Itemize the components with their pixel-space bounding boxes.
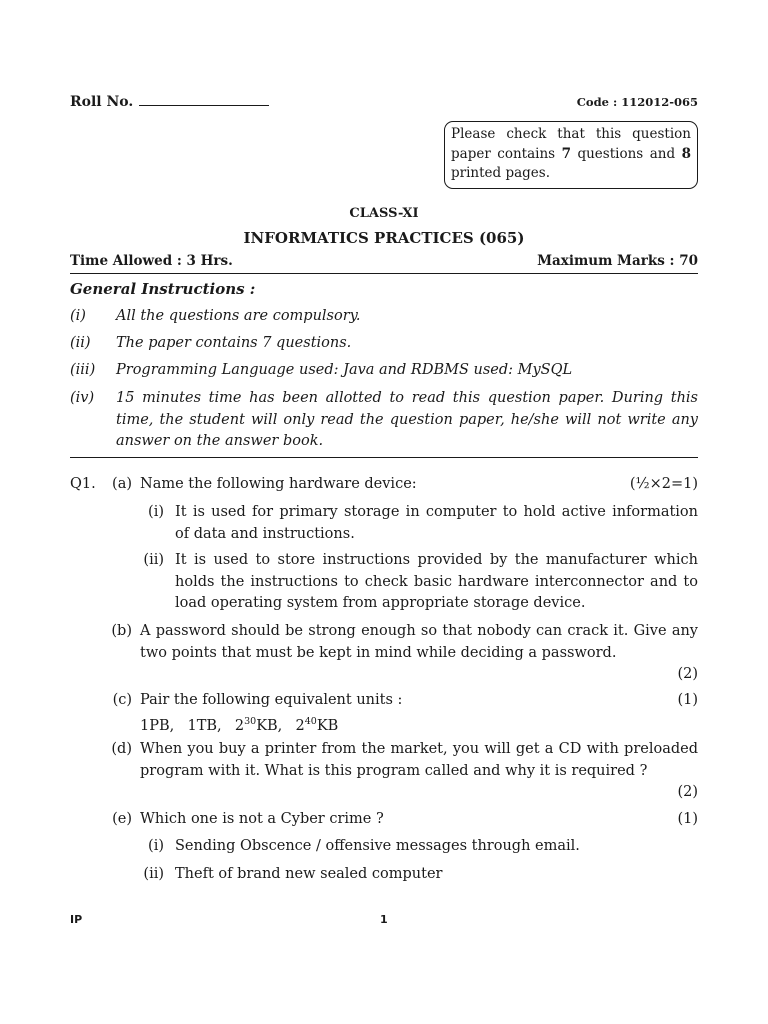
- part-label: (a): [112, 476, 132, 492]
- sub-part-label: (ii): [143, 866, 164, 882]
- maximum-marks: Maximum Marks : 70: [537, 253, 698, 269]
- divider: [70, 457, 698, 458]
- unit-item: 1TB,: [187, 717, 222, 734]
- sub-part-text: It is used for primary storage in computer to hold active information of data and instructions.: [175, 504, 698, 542]
- instruction-text: 15 minutes time has been allotted to read this question paper. During this time, the student will only read the question paper, he/she will not write any answer on the answer book.: [116, 390, 698, 449]
- marks-label: (1): [677, 692, 698, 708]
- part-label: (b): [111, 623, 132, 639]
- paper-code: Code : 112012-065: [576, 95, 698, 109]
- notice-text: printed pages.: [451, 165, 550, 181]
- sub-part-text: Sending Obscence / offensive messages through email.: [175, 838, 580, 854]
- instruction-number: (iii): [70, 362, 96, 378]
- question-number: Q1.: [70, 476, 96, 492]
- marks-label: (½×2=1): [629, 476, 698, 492]
- divider: [70, 273, 698, 274]
- class-title: CLASS-XI: [349, 206, 419, 221]
- instruction-number: (iv): [70, 390, 95, 406]
- roll-number-label: Roll No.: [70, 94, 134, 110]
- sub-part-text: It is used to store instructions provided by the manufacturer which holds the instructions to check basic hardware interconnector and to load operating system from appropriate storage device.: [175, 552, 698, 611]
- unit-base: 2: [295, 717, 305, 734]
- unit-suffix: KB: [316, 717, 339, 734]
- marks-label: (2): [677, 784, 698, 800]
- unit-item: 1PB,: [140, 717, 175, 734]
- unit-exponent: 30: [244, 716, 257, 727]
- notice-question-count: 7: [561, 145, 571, 162]
- sub-part-label: (ii): [143, 552, 164, 568]
- notice-text: Please check that this question paper contains: [451, 126, 691, 162]
- part-text: Name the following hardware device:: [140, 476, 417, 492]
- roll-number-blank: [139, 93, 269, 106]
- part-text: A password should be strong enough so that nobody can crack it. Give any two points that must be kept in mind while deciding a password.: [140, 623, 698, 661]
- subject-title: INFORMATICS PRACTICES (065): [243, 229, 525, 247]
- instruction-text: The paper contains 7 questions.: [116, 335, 352, 351]
- sub-part-text: Theft of brand new sealed computer: [175, 866, 443, 882]
- marks-label: (2): [677, 666, 698, 682]
- unit-base: 2: [234, 717, 245, 734]
- roll-number-field: [70, 93, 269, 110]
- part-text: Which one is not a Cyber crime ?: [140, 811, 384, 827]
- part-text: When you buy a printer from the market, you will get a CD with preloaded program with it. What is this program called and why it is required ?: [140, 741, 698, 779]
- unit-item: [296, 718, 339, 734]
- unit-exponent: 40: [304, 716, 317, 727]
- part-label: (c): [112, 692, 132, 708]
- notice-page-count: 8: [681, 145, 691, 162]
- instruction-number: (ii): [70, 335, 91, 351]
- part-text: Pair the following equivalent units :: [140, 692, 403, 708]
- footer-subject-code: IP: [70, 913, 83, 926]
- instruction-text: Programming Language used: Java and RDBMS used: MySQL: [116, 362, 573, 378]
- part-label: (e): [112, 811, 132, 827]
- instructions-heading: General Instructions :: [70, 280, 256, 298]
- time-allowed: Time Allowed : 3 Hrs.: [70, 253, 233, 269]
- page-check-notice: [444, 121, 698, 189]
- unit-suffix: KB,: [256, 717, 283, 734]
- unit-item: [235, 718, 282, 734]
- units-list: [140, 711, 698, 737]
- sub-part-label: (i): [148, 838, 164, 854]
- part-label: (d): [111, 741, 132, 757]
- instruction-text: All the questions are compulsory.: [116, 308, 361, 324]
- sub-part-label: (i): [148, 504, 164, 520]
- instruction-number: (i): [70, 308, 86, 324]
- notice-text: questions and: [570, 145, 682, 162]
- marks-label: (1): [677, 811, 698, 827]
- page-number: 1: [380, 913, 388, 926]
